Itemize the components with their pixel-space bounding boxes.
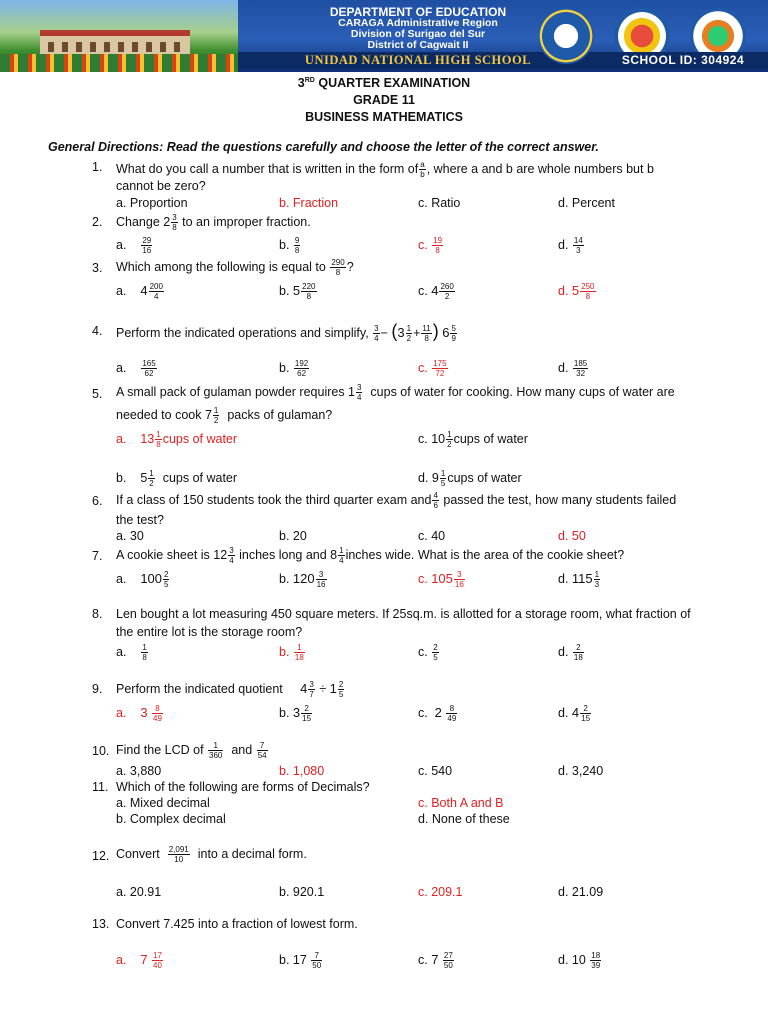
q3-option-b: b. 5 $\frac{220}{8}$	[279, 282, 316, 301]
q7-option-c: c. 105 $\frac{3}{16}$	[418, 570, 464, 589]
q12-number: 12.	[92, 849, 110, 863]
q3-number: 3.	[92, 261, 103, 275]
q6-option-b: b. 20	[279, 529, 307, 543]
q2-option-a: a. $\frac{29}{16}$	[116, 236, 152, 255]
q6-text: If a class of 150 students took the third quarter exam and $\frac{4}{6}$ passed the test, how many students failed	[116, 491, 677, 510]
q9-option-c: c. 2 $\frac{8}{49}$	[418, 704, 457, 723]
q9-option-d: d. 4 $\frac{2}{15}$	[558, 704, 591, 723]
q1-text-cont: cannot be zero?	[116, 179, 206, 193]
q12-option-c: c. 209.1	[418, 885, 463, 899]
q6-text-cont: the test?	[116, 513, 164, 527]
district-name: District of Cagwait II	[367, 39, 469, 51]
q2-option-d: d. $\frac{14}{3}$	[558, 236, 583, 255]
q12-text: Convert $\frac{2,091}{10}$ into a decimal form.	[116, 845, 307, 864]
q11-option-c: c. Both A and B	[418, 796, 504, 810]
q10-option-d: d. 3,240	[558, 764, 604, 778]
q8-number: 8.	[92, 607, 103, 621]
q6-option-d: d. 50	[558, 529, 586, 543]
q13-option-b: b. 17 $\frac{7}{50}$	[279, 951, 322, 970]
q7-option-b: b. 120 $\frac{3}{16}$	[279, 570, 326, 589]
q1-option-c: c. Ratio	[418, 196, 461, 210]
q4-number: 4.	[92, 324, 103, 338]
q6-option-a: a. 30	[116, 529, 144, 543]
q5-text: A small pack of gulaman powder requires 1 $\frac{3}{4}$ cups of water for cooking. How many cups of water are	[116, 383, 675, 402]
q4-option-a: a. $\frac{165}{62}$	[116, 359, 156, 378]
q2-option-c: c. $\frac{19}{8}$	[418, 236, 443, 255]
garden-image	[0, 54, 238, 72]
q11-number: 11.	[92, 780, 109, 794]
q3-text: Which among the following is equal to $\frac{290}{8}$ ?	[116, 258, 354, 277]
q1-text: What do you call a number that is written in the form of $\frac{a}{b}$ , where a and b are whole numbers but b	[116, 160, 654, 179]
q9-option-a: a. 3 $\frac{8}{49}$	[116, 704, 162, 723]
q1-number: 1.	[92, 160, 103, 174]
q13-number: 13.	[92, 917, 110, 931]
deped-seal-icon	[538, 8, 594, 64]
q8-text: Len bought a lot measuring 450 square meters. If 25sq.m. is allotted for a storage room, what fraction of	[116, 607, 691, 621]
q1-option-d: d. Percent	[558, 196, 615, 210]
q6-option-c: c. 40	[418, 529, 446, 543]
q12-option-a: a. 20.91	[116, 885, 162, 899]
q10-option-b: b. 1,080	[279, 764, 325, 778]
q13-option-a: a. 7 $\frac{17}{40}$	[116, 951, 162, 970]
q5-option-d: d. 9 $\frac{1}{5}$ cups of water	[418, 469, 522, 488]
q4-text: Perform the indicated operations and simplify, $\frac{3}{4}$ − (3 $\frac{1}{2}$ + $\frac{11}{8}$ ) 6 $\frac{5}{9}$	[116, 321, 456, 344]
q3-option-d: d. 5 $\frac{250}{8}$	[558, 282, 595, 301]
q10-option-a: a. 3,880	[116, 764, 162, 778]
q2-text: Change 2 $\frac{3}{8}$ to an improper fraction.	[116, 213, 311, 232]
q9-text: Perform the indicated quotient 4 $\frac{3}{7}$ ÷ 1 $\frac{2}{5}$	[116, 680, 344, 699]
header-banner	[0, 0, 768, 72]
exam-title: 3RD QUARTER EXAMINATION	[297, 76, 471, 90]
q5-option-c: c. 10 $\frac{1}{2}$ cups of water	[418, 430, 528, 449]
q11-option-d: d. None of these	[418, 812, 510, 826]
q5-text-cont: needed to cook 7 $\frac{1}{2}$ packs of gulaman?	[116, 406, 333, 425]
q11-option-a: a. Mixed decimal	[116, 796, 210, 810]
q8-option-b: b. $\frac{1}{18}$	[279, 643, 304, 662]
q7-number: 7.	[92, 549, 103, 563]
q7-option-a: a. 100 $\frac{2}{5}$	[116, 570, 169, 589]
q8-text-cont: the entire lot is the storage room?	[116, 625, 303, 639]
school-id: SCHOOL ID: 304924	[598, 52, 768, 69]
q13-option-c: c. 7 $\frac{27}{50}$	[418, 951, 453, 970]
q6-number: 6.	[92, 494, 103, 508]
q10-number: 10.	[92, 744, 110, 758]
region-name: CARAGA Administrative Region	[338, 17, 498, 29]
q5-number: 5.	[92, 387, 103, 401]
q9-option-b: b. 3 $\frac{2}{15}$	[279, 704, 312, 723]
q8-option-c: c. $\frac{2}{5}$	[418, 643, 438, 662]
q2-number: 2.	[92, 215, 103, 229]
q7-text: A cookie sheet is 12 $\frac{3}{4}$ inches long and 8 $\frac{1}{4}$ inches wide. What is the area of the cookie sheet?	[116, 546, 625, 565]
q4-option-d: d. $\frac{185}{32}$	[558, 359, 588, 378]
q2-option-b: b. $\frac{9}{8}$	[279, 236, 300, 255]
q9-number: 9.	[92, 682, 103, 696]
q11-text: Which of the following are forms of Decimals?	[116, 780, 370, 794]
q10-text: Find the LCD of $\frac{1}{360}$ and $\frac{7}{54}$	[116, 741, 267, 760]
q4-option-b: b. $\frac{192}{62}$	[279, 359, 309, 378]
q4-option-c: c. $\frac{175}{72}$	[418, 359, 447, 378]
q13-text: Convert 7.425 into a fraction of lowest form.	[116, 917, 358, 931]
q11-option-b: b. Complex decimal	[116, 812, 226, 826]
q12-option-b: b. 920.1	[279, 885, 325, 899]
q8-option-d: d. $\frac{2}{18}$	[558, 643, 583, 662]
division-name: Division of Surigao del Sur	[350, 28, 486, 40]
q1-option-a: a. Proportion	[116, 196, 188, 210]
q13-option-d: d. 10 $\frac{18}{39}$	[558, 951, 601, 970]
q5-option-b: b. 5 $\frac{1}{2}$ cups of water	[116, 469, 238, 488]
q10-option-c: c. 540	[418, 764, 453, 778]
q8-option-a: a. $\frac{1}{8}$	[116, 643, 147, 662]
grade-level: GRADE 11	[353, 93, 415, 107]
q7-option-d: d. 115 $\frac{1}{3}$	[558, 570, 600, 589]
q5-option-a: a. 13 $\frac{1}{8}$ cups of water	[116, 430, 238, 449]
general-directions: General Directions: Read the questions carefully and choose the letter of the correct answer.	[48, 140, 599, 154]
school-name: UNIDAD NATIONAL HIGH SCHOOL	[238, 52, 598, 69]
dept-name: DEPARTMENT OF EDUCATION	[329, 5, 507, 19]
q1-option-b: b. Fraction	[279, 196, 339, 210]
q3-option-c: c. 4 $\frac{260}{2}$	[418, 282, 454, 301]
subject-title: BUSINESS MATHEMATICS	[305, 110, 463, 124]
q3-option-a: a. 4 $\frac{200}{4}$	[116, 282, 163, 301]
q12-option-d: d. 21.09	[558, 885, 604, 899]
